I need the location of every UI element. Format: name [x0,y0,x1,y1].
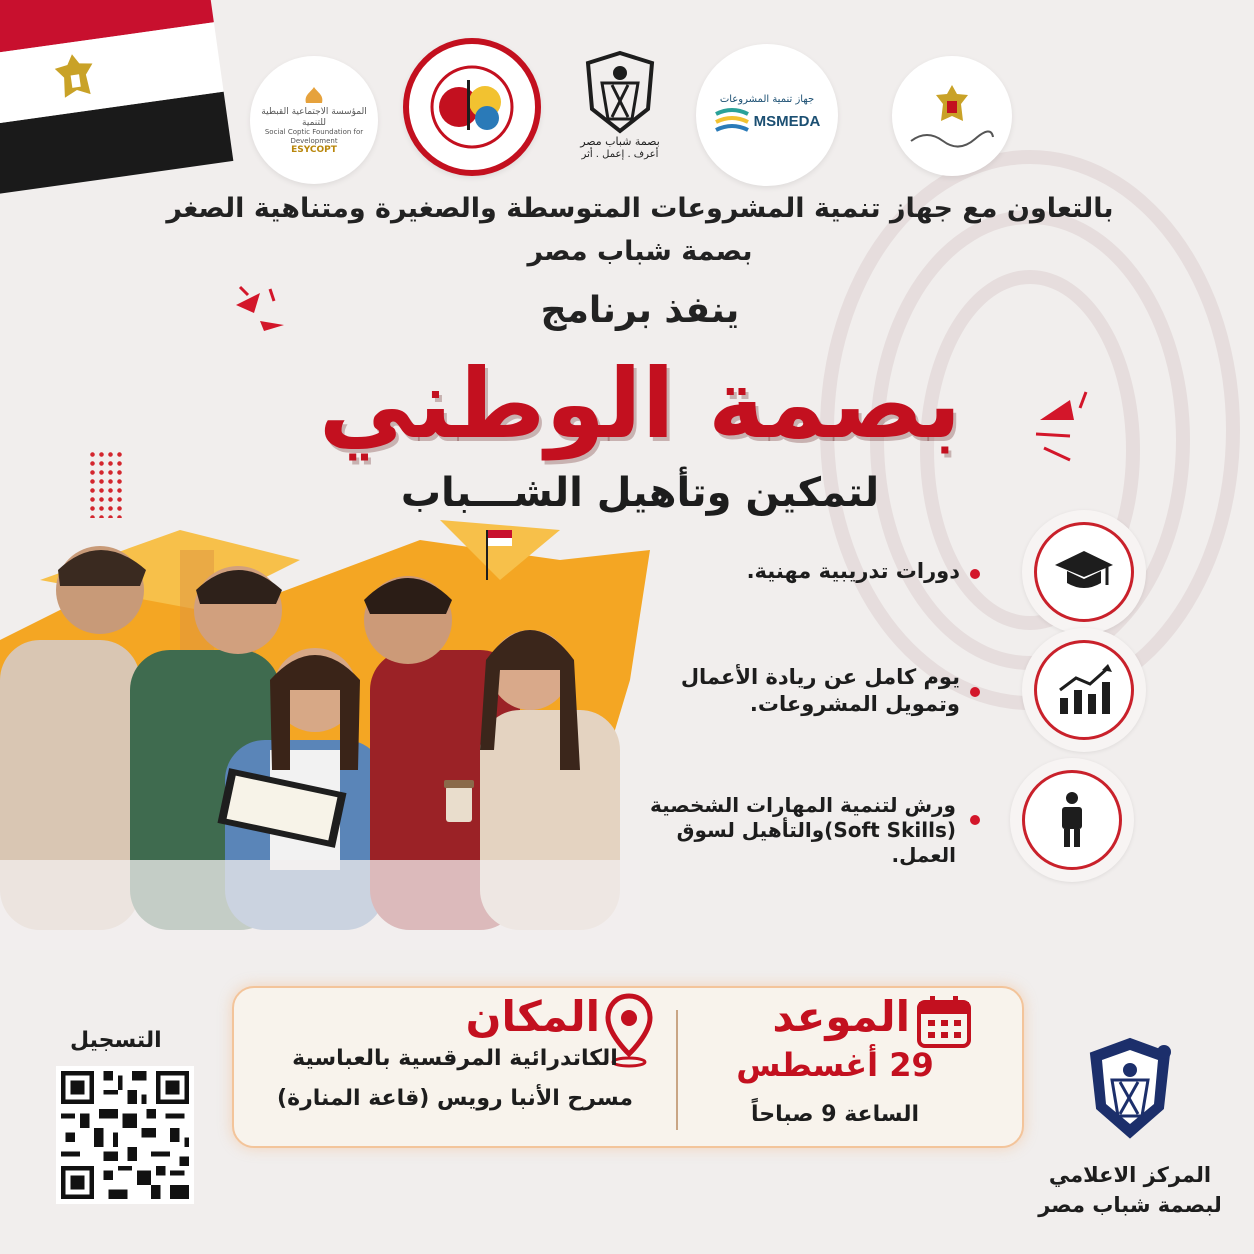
logo-brand: MSMEDA [753,112,821,130]
egypt-flag [0,0,233,197]
feature-line: يوم كامل عن ريادة الأعمال [680,665,960,689]
program-title: بصمة الوطني [318,348,962,460]
venue-line2: مسرح الأنبا رويس (قاعة المنارة) [277,1086,633,1111]
waves-icon [714,106,750,136]
logo-caption: بصمة شباب مصر [580,135,660,149]
feature-bullet [970,687,980,697]
info-divider [676,1010,678,1130]
logo-caption: جهاز تنمية المشروعات [719,94,815,105]
esycopt-logo [250,56,378,184]
media-line: لبصمة شباب مصر [1038,1193,1222,1218]
media-line: المركز الاعلامي [1048,1163,1212,1187]
schedule-time: الساعة 9 صباحاً [750,1102,920,1127]
basmet-shabab-masr-logo [1084,1036,1176,1140]
burst-decoration [1030,390,1100,470]
venue-line1: الكاتدرائية المرقسية بالعباسية [292,1046,618,1071]
logo-caption-en: Social Coptic Foundation for Development [264,128,364,145]
feature-text-entrepreneurship [640,664,960,719]
calendar-icon [916,994,972,1048]
feature-line: العمل. [891,843,956,867]
feature-icon-circle [1022,770,1122,870]
feature-line: ورش لتنمية المهارات الشخصية [649,793,956,817]
venue-title: المكان [465,992,600,1041]
graduation-cap-icon [1053,545,1115,599]
feature-text-training: دورات تدريبية مهنية. [746,559,960,583]
eagle-icon [47,47,104,108]
bar-chart-icon [1054,664,1114,716]
feature-line: (Soft Skills)والتأهيل لسوق [676,818,956,842]
logo-slogan: أعرف . إعمل . أثر [581,148,659,160]
schedule-title: الموعد [772,992,910,1041]
eagle-icon [932,83,972,127]
registration-label: التسجيل [70,1028,162,1053]
media-center-text [1020,1160,1240,1221]
coptic-church-logo [403,38,541,176]
logo-brand: ESYCOPT [291,145,337,156]
dot-grid-decoration [88,450,124,518]
cooperation-text: بالتعاون مع جهاز تنمية المشروعات المتوسطة والصغيرة ومتناهية الصغر [166,193,1114,224]
program-subtitle: لتمكين وتأهيل الشـــباب [400,470,880,516]
feature-icon-circle [1034,522,1134,622]
feature-icon-circle [1034,640,1134,740]
person-icon [1057,791,1087,849]
organization-text: بصمة شباب مصر [527,236,753,267]
logo-caption: المؤسسة الاجتماعية القبطية للتنمية [261,106,367,128]
feature-line: وتمويل المشروعات. [749,692,960,717]
implements-text: ينفذ برنامج [540,290,740,331]
calligraphy-icon [907,127,997,149]
flame-icon [294,85,334,107]
shield-icon [582,49,658,135]
burst-decoration [230,285,290,335]
feature-bullet [970,815,980,825]
msmeda-logo [696,44,838,186]
students-group-illustration [0,530,640,950]
schedule-date: 29 أغسطس [736,1046,934,1084]
basmet-shabab-masr-logo [560,30,680,180]
church-emblem-icon [427,62,517,152]
registration-qr-code[interactable] [56,1066,194,1204]
ministry-youth-sports-logo [892,56,1012,176]
feature-text-soft-skills [600,793,956,868]
feature-bullet [970,569,980,579]
